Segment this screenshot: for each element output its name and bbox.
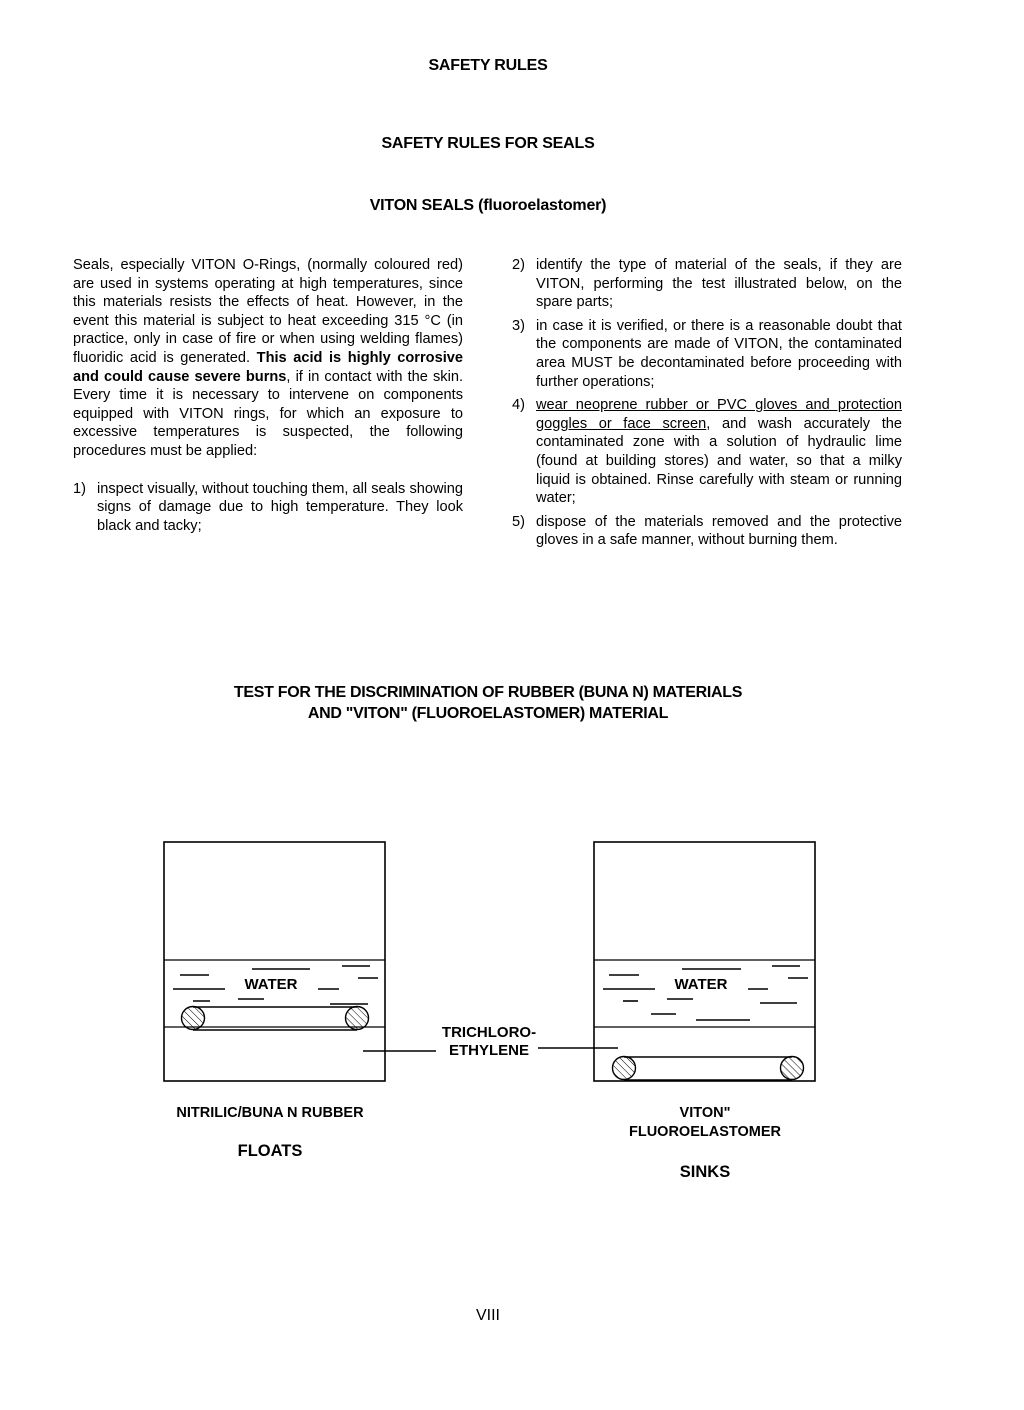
figure-title-line-2: AND "VITON" (FLUOROELASTOMER) MATERIAL — [307, 705, 669, 722]
figure-title-line-1: TEST FOR THE DISCRIMINATION OF RUBBER (BUNA N) MATERIALS — [233, 684, 743, 701]
left-column — [73, 256, 463, 535]
list-item-number: 4) — [512, 397, 525, 414]
list-item-2 — [512, 256, 902, 312]
list-item-rest: , and wash accurately the contaminated zone with a solution of hydraulic lime (found at building stores) and water, so that a milky liquid is obtained. Rinse carefully with steam or running water; — [536, 415, 902, 507]
trichloroethylene-callout — [363, 1024, 618, 1059]
list-item-underlined: wear neoprene rubber or PVC gloves and protection goggles or face screen — [536, 397, 902, 432]
left-beaker — [164, 842, 385, 1081]
page-number: VIII — [475, 1307, 500, 1324]
list-item-3 — [512, 317, 902, 391]
water-ripples — [603, 966, 808, 1020]
list-item-text: in case it is verified, or there is a reasonable doubt that the components are made of VITON, the contaminated area MUST be decontaminated before proceeding with further operations; — [536, 317, 902, 390]
page-header-title: SAFETY RULES — [428, 57, 548, 74]
water-label: WATER — [674, 976, 728, 993]
list-item-5 — [512, 513, 902, 550]
list-item-number: 1) — [73, 480, 86, 497]
water-ripples — [173, 966, 378, 1004]
section-subtitle: VITON SEALS (fluoroelastomer) — [369, 197, 607, 214]
floating-rubber-seal — [182, 1007, 369, 1031]
right-material-label-1: VITON" — [679, 1105, 731, 1121]
right-column — [512, 256, 902, 550]
list-item-4 — [512, 396, 902, 508]
sunken-viton-seal — [613, 1057, 804, 1081]
intro-paragraph — [73, 256, 463, 461]
trichloroethylene-label-1: TRICHLORO- — [441, 1024, 537, 1041]
right-result-label: SINKS — [679, 1163, 731, 1181]
left-result-label: FLOATS — [237, 1142, 303, 1160]
intro-text-1: Seals, especially VITON O-Rings, (normally coloured red) are used in systems operating at high temperatures, since this materials resists the effects of heat. However, in the event this material is subject to heat exceeding 315 °C (in practice, only in case of fire or when using welding flames) fluoridic acid is generated. — [73, 257, 463, 366]
list-item-text: identify the type of material of the seals, if they are VITON, performing the test illustrated below, on the spare parts; — [536, 257, 902, 311]
water-label: WATER — [244, 976, 298, 993]
list-item-text: dispose of the materials removed and the protective gloves in a safe manner, without burning them. — [536, 513, 902, 549]
trichloroethylene-label-2: ETHYLENE — [448, 1042, 530, 1059]
list-item-text — [536, 396, 902, 508]
section-title: SAFETY RULES FOR SEALS — [381, 135, 595, 152]
list-item-number: 5) — [512, 513, 525, 530]
list-item-1 — [73, 480, 463, 536]
right-beaker — [594, 842, 815, 1081]
list-item-text: inspect visually, without touching them, all seals showing signs of damage due to high temperature. They look black and tacky; — [97, 480, 463, 534]
list-item-number: 2) — [512, 257, 525, 273]
left-material-label: NITRILIC/BUNA N RUBBER — [176, 1105, 364, 1121]
list-item-number: 3) — [512, 317, 525, 334]
intro-text-2: , if in contact with the skin. Every time it is necessary to intervene on components equipped with VITON rings, for which an exposure to excessive temperatures is suspected, the following procedures must be applied: — [73, 368, 463, 459]
intro-warning-bold: This acid is highly corrosive and could cause severe burns — [73, 349, 463, 385]
right-material-label-2: FLUOROELASTOMER — [629, 1124, 781, 1140]
